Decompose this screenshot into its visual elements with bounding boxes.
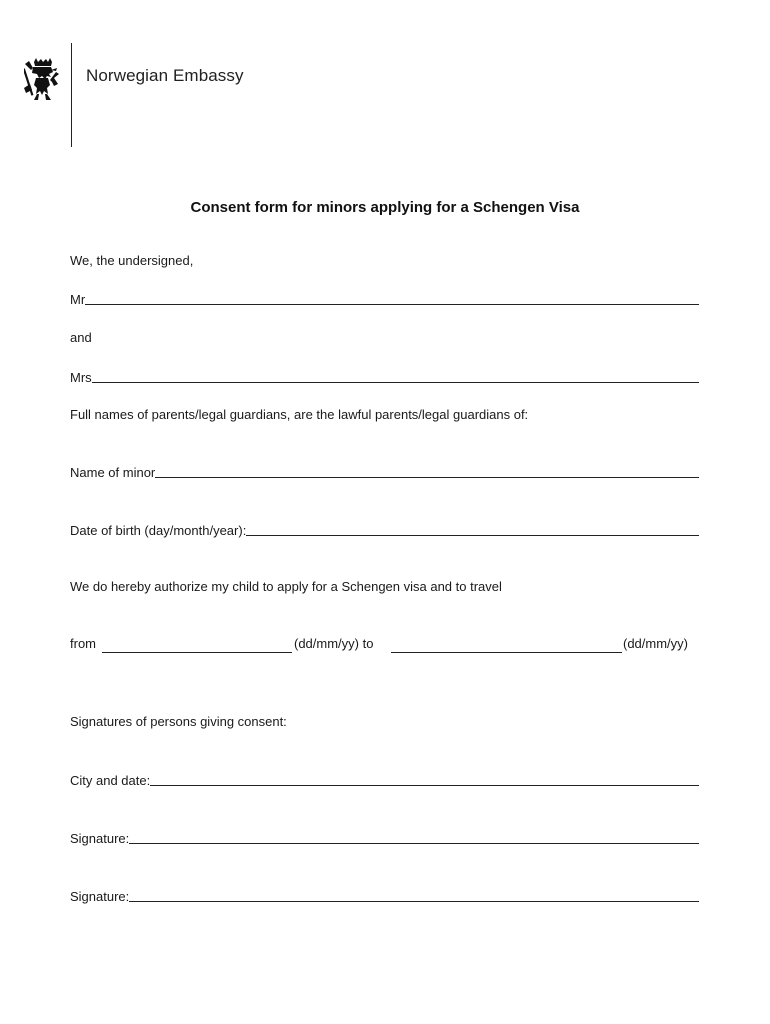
form-title: Consent form for minors applying for a Schengen Visa bbox=[190, 199, 580, 216]
header-divider bbox=[71, 43, 72, 147]
minor-name-blank-line[interactable] bbox=[155, 463, 699, 478]
signature-1-blank-line[interactable] bbox=[129, 829, 699, 844]
mr-blank-line[interactable] bbox=[85, 290, 699, 305]
to-label: (dd/mm/yy) to bbox=[294, 636, 374, 651]
from-date-blank-line[interactable] bbox=[102, 652, 292, 653]
city-date-blank-line[interactable] bbox=[150, 771, 699, 786]
mrs-label: Mrs bbox=[70, 370, 92, 385]
dob-field[interactable] bbox=[70, 521, 699, 538]
signatures-heading: Signatures of persons giving consent: bbox=[70, 714, 287, 729]
dob-label: Date of birth (day/month/year): bbox=[70, 523, 247, 538]
signature-2-blank-line[interactable] bbox=[129, 887, 699, 902]
minor-name-field[interactable] bbox=[70, 463, 699, 480]
guardians-text: Full names of parents/legal guardians, are the lawful parents/legal guardians of: bbox=[70, 407, 529, 422]
signature-2-label: Signature: bbox=[70, 889, 130, 904]
from-label: from bbox=[70, 636, 96, 651]
embassy-name: Norwegian Embassy bbox=[86, 66, 244, 85]
mr-field[interactable] bbox=[70, 290, 699, 307]
intro-text: We, the undersigned, bbox=[70, 253, 194, 268]
city-date-field[interactable] bbox=[70, 771, 699, 788]
to-date-blank-line[interactable] bbox=[391, 652, 622, 653]
signature-1-field[interactable] bbox=[70, 829, 699, 846]
norwegian-lion-coat-of-arms-icon bbox=[24, 58, 60, 100]
end-format-label: (dd/mm/yy) bbox=[623, 636, 688, 651]
mrs-blank-line[interactable] bbox=[92, 368, 699, 383]
city-date-label: City and date: bbox=[70, 773, 151, 788]
signature-2-field[interactable] bbox=[70, 887, 699, 904]
dob-blank-line[interactable] bbox=[246, 521, 699, 536]
mrs-field[interactable] bbox=[70, 368, 699, 385]
and-text: and bbox=[70, 330, 92, 345]
authorize-text: We do hereby authorize my child to apply for a Schengen visa and to travel bbox=[70, 579, 502, 594]
mr-label: Mr bbox=[70, 292, 86, 307]
signature-1-label: Signature: bbox=[70, 831, 130, 846]
minor-name-label: Name of minor bbox=[70, 465, 156, 480]
